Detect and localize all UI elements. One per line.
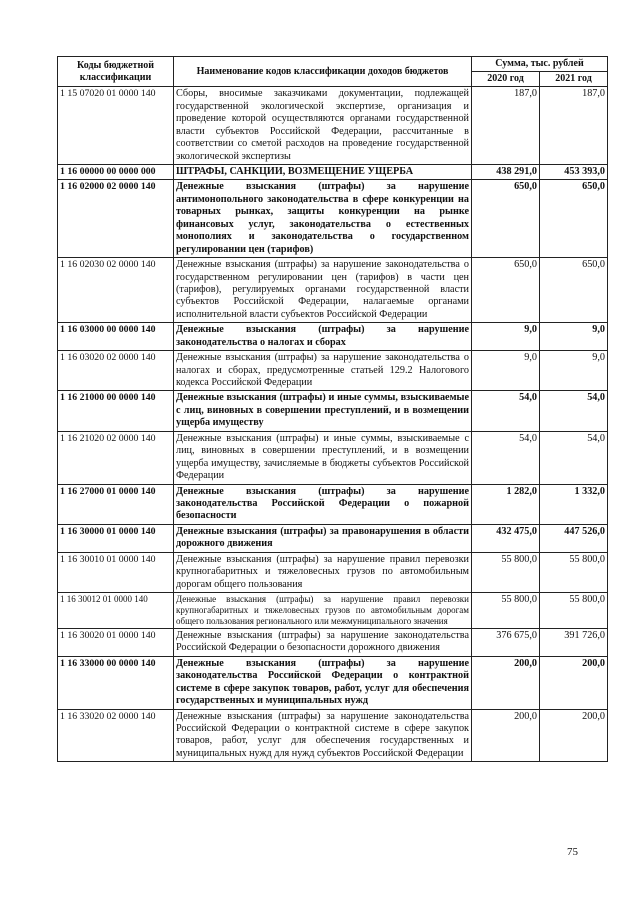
row-value-2021: 55 800,0 xyxy=(540,593,608,629)
row-value-2020: 650,0 xyxy=(472,180,540,258)
row-code: 1 16 33020 02 0000 140 xyxy=(58,709,174,762)
table-row xyxy=(58,709,608,762)
row-value-2021: 650,0 xyxy=(540,180,608,258)
table-row xyxy=(58,656,608,709)
row-value-2021: 9,0 xyxy=(540,351,608,391)
row-name: Денежные взыскания (штрафы) за нарушение правил перевозки крупногабаритных и тяжеловесных грузов по автомобильным дорогам общего пользования регионального или межмуниципального значения xyxy=(174,593,472,629)
row-value-2021: 200,0 xyxy=(540,709,608,762)
row-code: 1 16 30010 01 0000 140 xyxy=(58,552,174,592)
row-name: Денежные взыскания (штрафы) за нарушение законодательства о налогах и сборах, предусмотренные статьей 129.2 Налогового кодекса Российской Федерации xyxy=(174,351,472,391)
table-header-row xyxy=(58,57,608,72)
table-row xyxy=(58,87,608,165)
row-value-2020: 54,0 xyxy=(472,431,540,484)
row-name: Денежные взыскания (штрафы) за нарушение правил перевозки крупногабаритных и тяжеловесных грузов по автомобильным дорогам общего пользования xyxy=(174,552,472,592)
header-year-2020: 2020 год xyxy=(472,72,540,87)
page-number: 75 xyxy=(567,846,578,858)
table-row xyxy=(58,431,608,484)
row-code: 1 16 27000 01 0000 140 xyxy=(58,484,174,524)
table-row xyxy=(58,593,608,629)
row-name: Денежные взыскания (штрафы) за правонарушения в области дорожного движения xyxy=(174,524,472,552)
table-row xyxy=(58,524,608,552)
row-value-2021: 200,0 xyxy=(540,656,608,709)
table-row xyxy=(58,180,608,258)
row-value-2021: 391 726,0 xyxy=(540,628,608,656)
table-row xyxy=(58,351,608,391)
table-row xyxy=(58,391,608,431)
header-code-column: Коды бюджетной классификации xyxy=(58,57,174,87)
row-name: Денежные взыскания (штрафы) и иные суммы, взыскиваемые с лиц, виновных в совершении преступлений, и в возмещении ущерба имуществу xyxy=(174,391,472,431)
revenue-table xyxy=(57,56,608,762)
row-code: 1 16 03020 02 0000 140 xyxy=(58,351,174,391)
row-name: Денежные взыскания (штрафы) за нарушение антимонопольного законодательства в сфере конкуренции на товарных рынках, защиты конкуренции на рынке финансовых услуг, законодательства о естественных монополиях и законодательства о государственном регулировании цен (тарифов) xyxy=(174,180,472,258)
row-value-2021: 55 800,0 xyxy=(540,552,608,592)
row-value-2020: 1 282,0 xyxy=(472,484,540,524)
table-row xyxy=(58,258,608,323)
row-value-2020: 432 475,0 xyxy=(472,524,540,552)
row-code: 1 16 00000 00 0000 000 xyxy=(58,165,174,180)
row-name: Денежные взыскания (штрафы) за нарушение законодательства Российской Федерации о безопасности дорожного движения xyxy=(174,628,472,656)
row-value-2021: 447 526,0 xyxy=(540,524,608,552)
row-code: 1 16 03000 00 0000 140 xyxy=(58,323,174,351)
row-code: 1 16 02030 02 0000 140 xyxy=(58,258,174,323)
row-value-2020: 438 291,0 xyxy=(472,165,540,180)
table-row xyxy=(58,552,608,592)
header-year-2021: 2021 год xyxy=(540,72,608,87)
row-name: ШТРАФЫ, САНКЦИИ, ВОЗМЕЩЕНИЕ УЩЕРБА xyxy=(174,165,472,180)
row-code: 1 16 21020 02 0000 140 xyxy=(58,431,174,484)
row-name: Денежные взыскания (штрафы) и иные суммы, взыскиваемые с лиц, виновных в совершении преступлений, и в возмещении ущерба имуществу, зачисляемые в бюджеты субъектов Российской Федерации xyxy=(174,431,472,484)
row-name: Денежные взыскания (штрафы) за нарушение законодательства Российской Федерации о пожарной безопасности xyxy=(174,484,472,524)
header-sum-column: Сумма, тыс. рублей xyxy=(472,57,608,72)
row-value-2020: 200,0 xyxy=(472,656,540,709)
row-value-2020: 650,0 xyxy=(472,258,540,323)
row-value-2021: 9,0 xyxy=(540,323,608,351)
row-code: 1 16 30000 01 0000 140 xyxy=(58,524,174,552)
row-value-2021: 187,0 xyxy=(540,87,608,165)
row-value-2021: 54,0 xyxy=(540,431,608,484)
row-code: 1 16 02000 02 0000 140 xyxy=(58,180,174,258)
table-row xyxy=(58,165,608,180)
row-value-2021: 54,0 xyxy=(540,391,608,431)
table-row xyxy=(58,628,608,656)
row-code: 1 16 30012 01 0000 140 xyxy=(58,593,174,629)
row-value-2020: 55 800,0 xyxy=(472,593,540,629)
row-name: Денежные взыскания (штрафы) за нарушение законодательства Российской Федерации о контрактной системе в сфере закупок товаров, работ, услуг для обеспечения государственных и муниципальных нужд для нужд субъектов Российской Федерации xyxy=(174,709,472,762)
row-value-2020: 9,0 xyxy=(472,323,540,351)
row-value-2020: 376 675,0 xyxy=(472,628,540,656)
row-value-2020: 187,0 xyxy=(472,87,540,165)
row-value-2021: 1 332,0 xyxy=(540,484,608,524)
row-value-2020: 200,0 xyxy=(472,709,540,762)
row-value-2021: 650,0 xyxy=(540,258,608,323)
row-value-2020: 55 800,0 xyxy=(472,552,540,592)
row-name: Денежные взыскания (штрафы) за нарушение законодательства Российской Федерации о контрактной системе в сфере закупок товаров, работ, услуг для обеспечения государственных и муниципальных нужд xyxy=(174,656,472,709)
table-row xyxy=(58,484,608,524)
row-value-2020: 54,0 xyxy=(472,391,540,431)
row-name: Денежные взыскания (штрафы) за нарушение законодательства о государственном регулировании цен (тарифов) в части цен (тарифов), регулируемых органами государственной власти субъектов Российской Федерации, налагаемые органами исполнительной власти субъектов Российской Федерации xyxy=(174,258,472,323)
row-code: 1 16 21000 00 0000 140 xyxy=(58,391,174,431)
row-code: 1 15 07020 01 0000 140 xyxy=(58,87,174,165)
row-code: 1 16 33000 00 0000 140 xyxy=(58,656,174,709)
row-value-2020: 9,0 xyxy=(472,351,540,391)
row-name: Денежные взыскания (штрафы) за нарушение законодательства о налогах и сборах xyxy=(174,323,472,351)
header-name-column: Наименование кодов классификации доходов бюджетов xyxy=(174,57,472,87)
table-row xyxy=(58,323,608,351)
row-value-2021: 453 393,0 xyxy=(540,165,608,180)
row-code: 1 16 30020 01 0000 140 xyxy=(58,628,174,656)
row-name: Сборы, вносимые заказчиками документации, подлежащей государственной экологической экспертизе, организация и проведение которой осуществляются органами государственной власти субъектов Российской Федерации, рассчитанные в соответствии со сметой расходов на проведение государственной экологической экспертизы xyxy=(174,87,472,165)
